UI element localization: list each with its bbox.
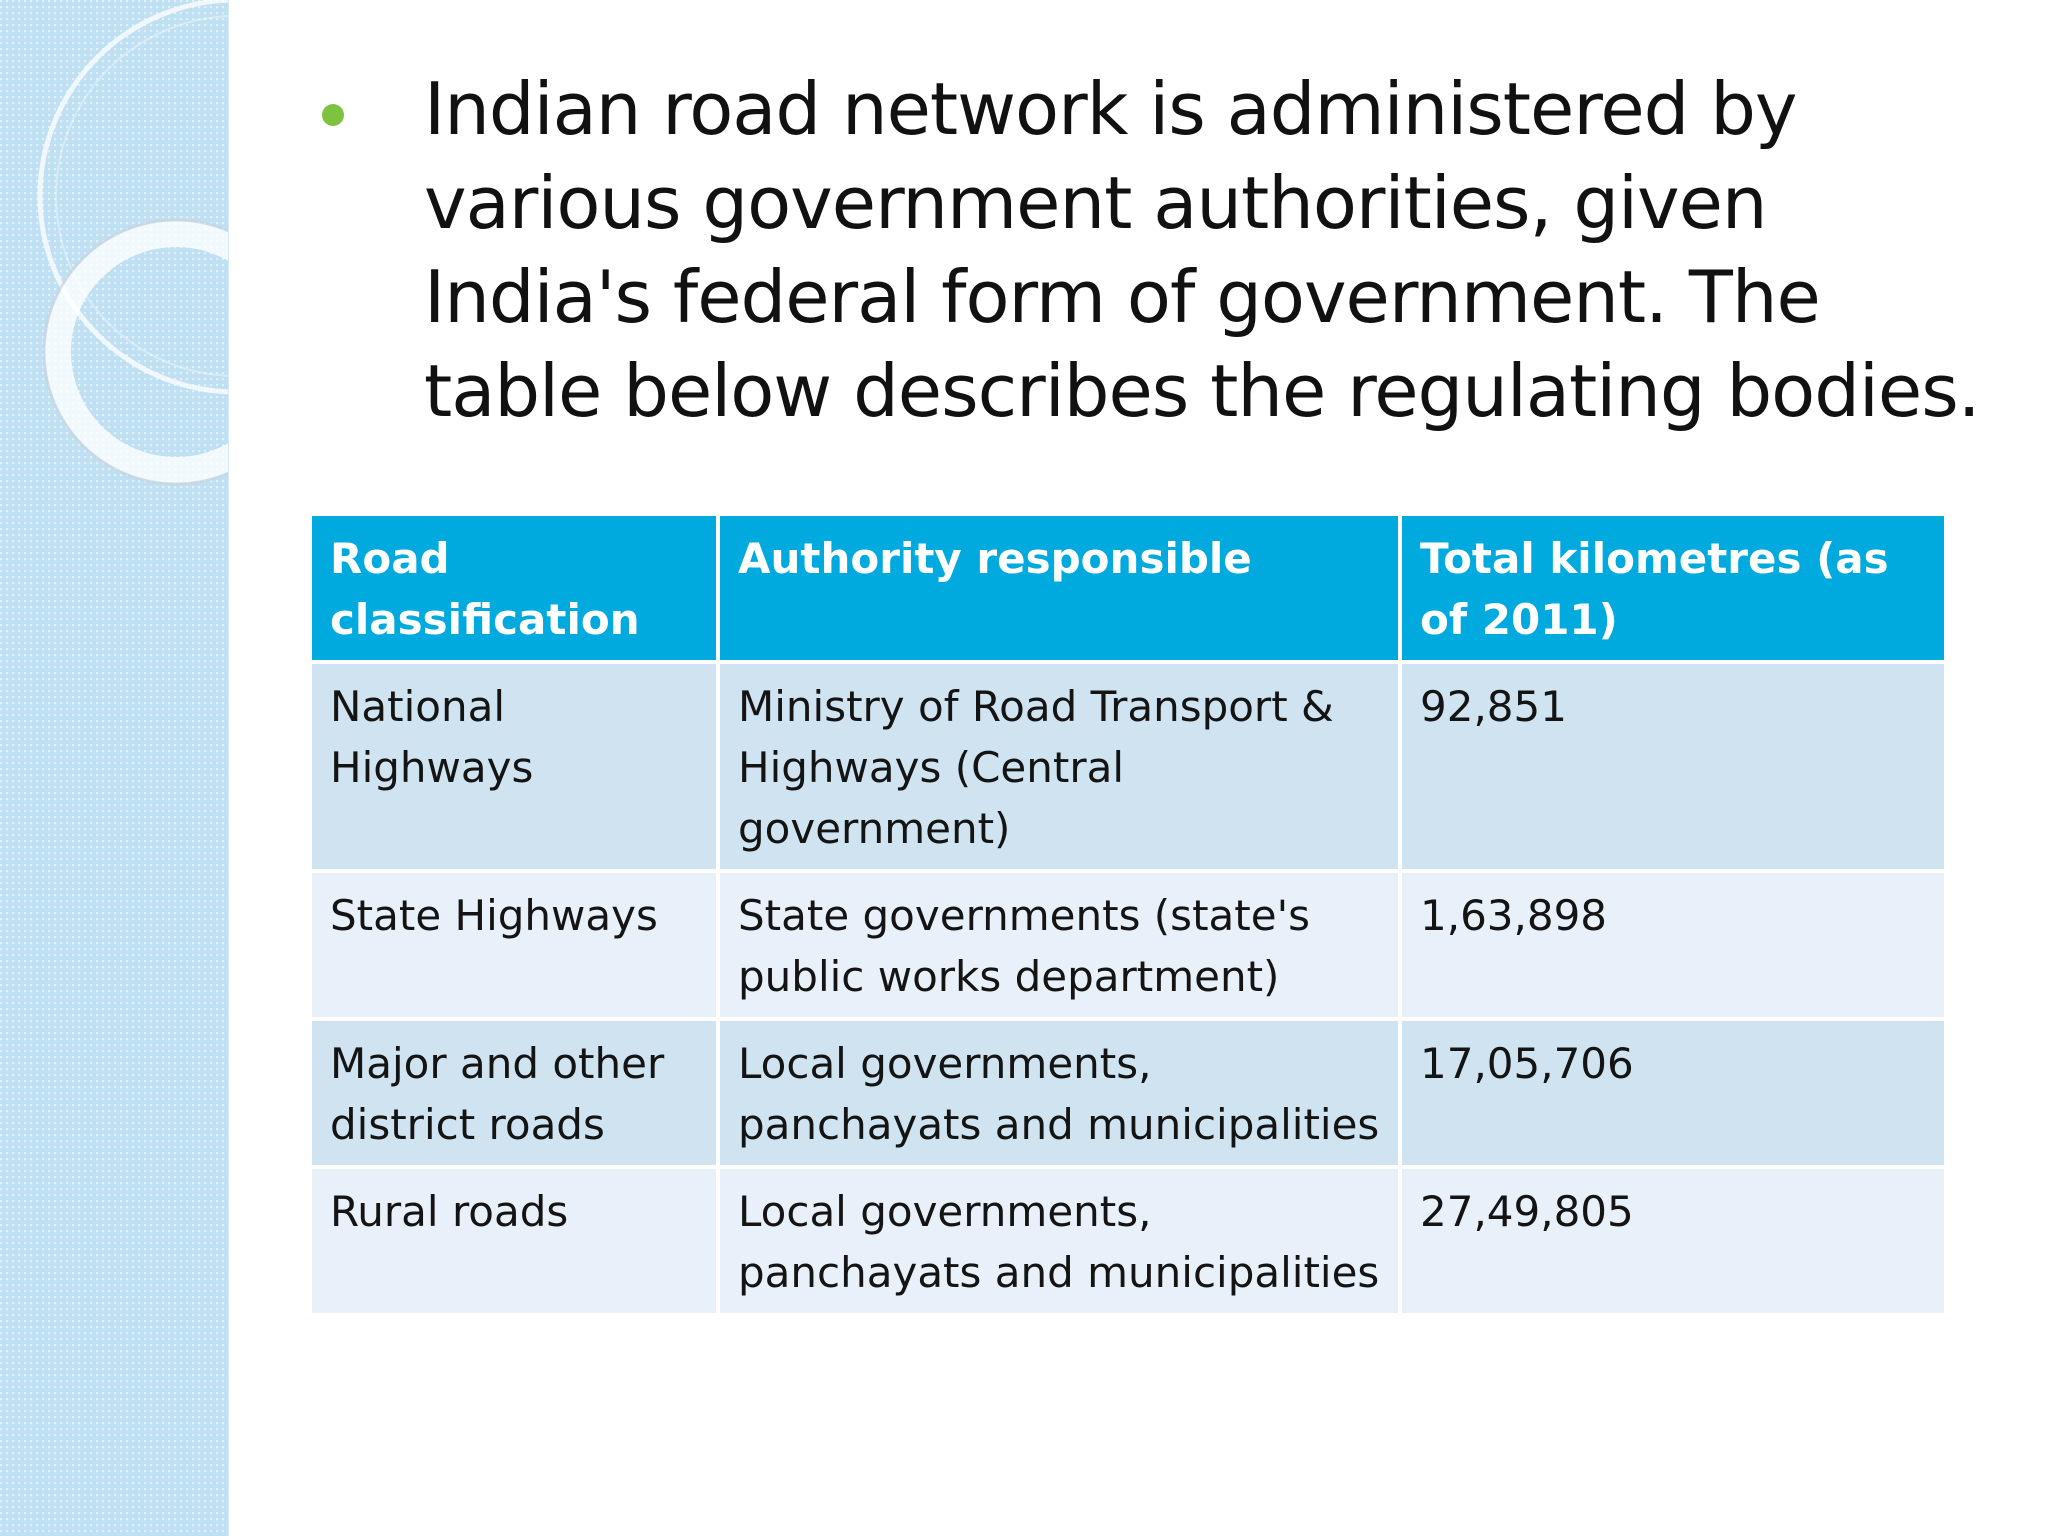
cell-road-classification: State Highways <box>310 871 718 1019</box>
decorative-rings <box>0 0 228 1536</box>
cell-authority: Local governments, panchayats and municipalities <box>718 1167 1400 1315</box>
cell-road-classification: Rural roads <box>310 1167 718 1315</box>
table-row <box>310 662 1946 871</box>
table-row <box>310 1167 1946 1315</box>
decorative-side-band <box>0 0 229 1536</box>
bullet-point-icon <box>322 104 344 126</box>
cell-total-km: 92,851 <box>1400 662 1946 871</box>
road-authority-table <box>308 512 1948 1317</box>
cell-authority: Ministry of Road Transport & Highways (Central government) <box>718 662 1400 871</box>
cell-road-classification: Major and other district roads <box>310 1019 718 1167</box>
cell-road-classification: National Highways <box>310 662 718 871</box>
cell-authority: Local governments, panchayats and municipalities <box>718 1019 1400 1167</box>
table-header-row <box>310 514 1946 662</box>
cell-total-km: 1,63,898 <box>1400 871 1946 1019</box>
cell-total-km: 27,49,805 <box>1400 1167 1946 1315</box>
header-authority-responsible: Authority responsible <box>718 514 1400 662</box>
header-total-kilometres: Total kilometres (as of 2011) <box>1400 514 1946 662</box>
bullet-block <box>364 62 2004 438</box>
cell-total-km: 17,05,706 <box>1400 1019 1946 1167</box>
cell-authority: State governments (state's public works department) <box>718 871 1400 1019</box>
table-row <box>310 871 1946 1019</box>
bullet-text: Indian road network is administered by various government authorities, given India's federal form of government. The table below describes the regulating bodies. <box>424 67 1980 433</box>
table-row <box>310 1019 1946 1167</box>
header-road-classification: Road classification <box>310 514 718 662</box>
